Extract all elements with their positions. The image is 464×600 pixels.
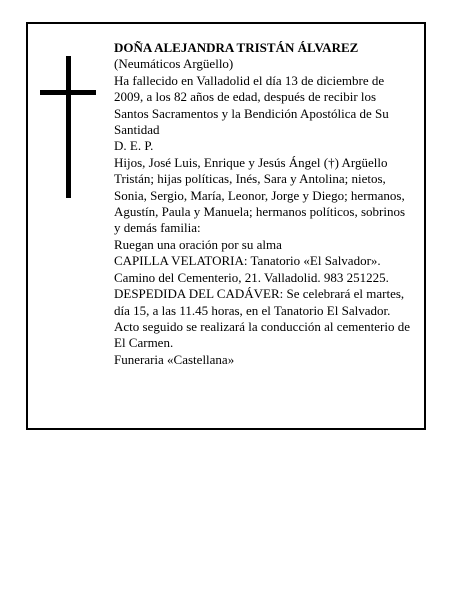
deceased-nickname: (Neumáticos Argüello) xyxy=(114,56,234,72)
cross-icon xyxy=(40,56,96,198)
family-list: Hijos, José Luis, Enrique y Jesús Ángel (†) Argüello Tristán; hijas políticas, Inés, Sara y Antolina; nietos, Sonia, Sergio, María, Leonor, Jorge y Diego; hermanos, Agustín, Paula y Manuela; hermanos políticos, sobrinos y demás familia: xyxy=(114,154,406,236)
funeral-home: Funeraria «Castellana» xyxy=(114,351,235,367)
deceased-name: DOÑA ALEJANDRA TRISTÁN ÁLVAREZ xyxy=(114,40,359,55)
chapel-info: CAPILLA VELATORIA: Tanatorio «El Salvador». Camino del Cementerio, 21. Valladolid. 983 251225. xyxy=(114,253,389,285)
obituary-notice xyxy=(26,22,426,430)
farewell-info: DESPEDIDA DEL CADÁVER: Se celebrará el martes, día 15, a las 11.45 horas, en el Tanatorio El Salvador. Acto seguido se realizará la conducción al cementerio de El Carmen. xyxy=(114,286,410,351)
prayer-request: Ruegan una oración por su alma xyxy=(114,236,282,252)
obituary-text xyxy=(114,40,414,368)
rip-abbreviation: D. E. P. xyxy=(114,138,154,154)
death-statement: Ha fallecido en Valladolid el día 13 de diciembre de 2009, a los 82 años de edad, después de recibir los Santos Sacramentos y la Bendición Apostólica de Su Santidad xyxy=(114,72,389,138)
